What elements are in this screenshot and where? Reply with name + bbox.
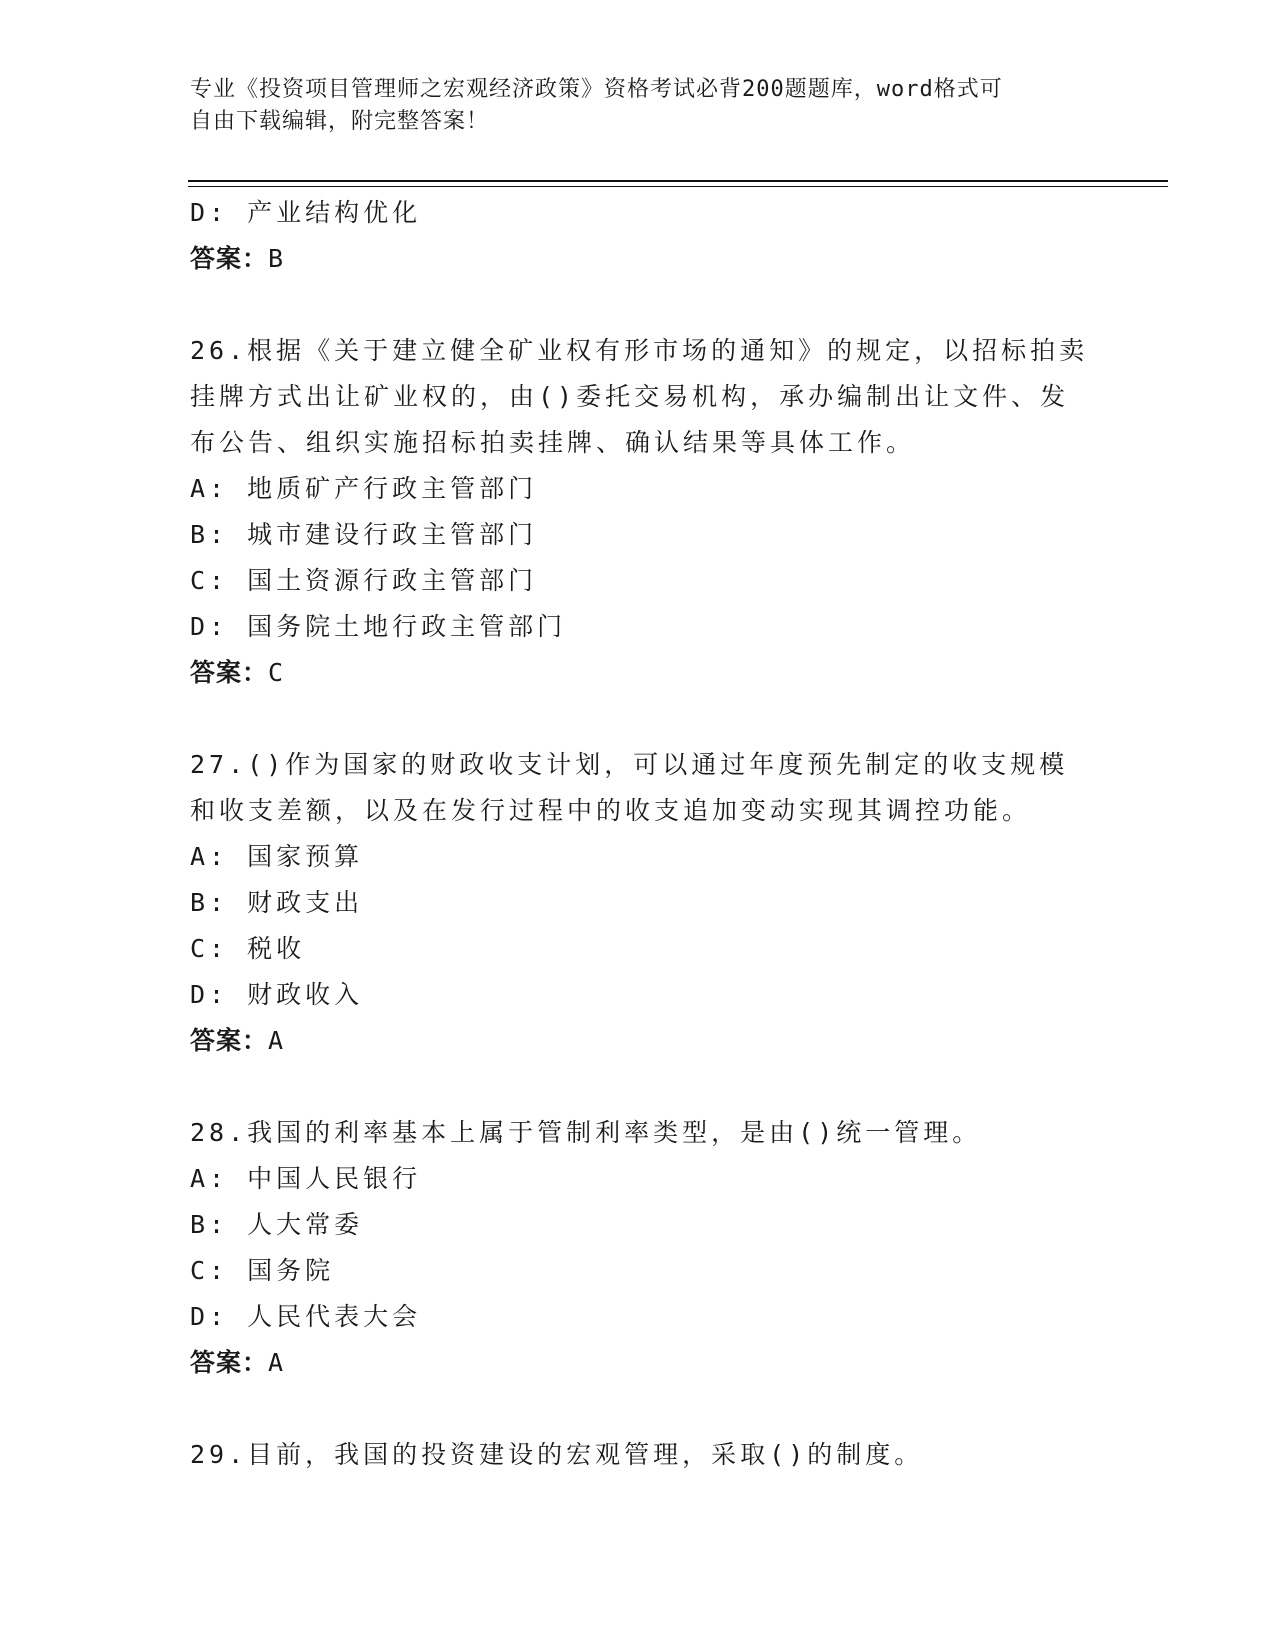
question-text: 28.我国的利率基本上属于管制利率类型，是由()统一管理。 bbox=[190, 1118, 982, 1147]
question-list bbox=[190, 190, 1090, 1478]
header-divider-thick bbox=[188, 180, 1168, 182]
option-c: C: 国务院 bbox=[190, 1256, 335, 1285]
option-d: D: 财政收入 bbox=[190, 980, 364, 1009]
option-c: C: 国土资源行政主管部门 bbox=[190, 566, 538, 595]
question-26 bbox=[190, 328, 1090, 696]
answer-label: 答案： bbox=[190, 244, 269, 273]
option-b: B: 财政支出 bbox=[190, 888, 364, 917]
spacer bbox=[190, 1064, 1090, 1110]
question-text: 27.()作为国家的财政收支计划，可以通过年度预先制定的收支规模和收支差额，以及在发行过程中的收支追加变动实现其调控功能。 bbox=[190, 750, 1069, 825]
prev-answer bbox=[190, 236, 1090, 282]
option-a: A: 国家预算 bbox=[190, 842, 364, 871]
spacer bbox=[190, 1386, 1090, 1432]
header-divider-thin bbox=[188, 186, 1168, 187]
option-d: D: 国务院土地行政主管部门 bbox=[190, 612, 567, 641]
answer-value: C bbox=[268, 658, 285, 687]
answer-value: B bbox=[268, 244, 285, 273]
answer-label: 答案： bbox=[190, 658, 269, 687]
option-d: D: 人民代表大会 bbox=[190, 1302, 422, 1331]
answer bbox=[190, 1018, 1090, 1064]
question-text: 26.根据《关于建立健全矿业权有形市场的通知》的规定，以招标拍卖挂牌方式出让矿业权的，由()委托交易机构，承办编制出让文件、发布公告、组织实施招标拍卖挂牌、确认结果等具体工作。 bbox=[190, 336, 1089, 457]
header-line-2: 自由下载编辑，附完整答案！ bbox=[190, 109, 490, 134]
option-b: B: 人大常委 bbox=[190, 1210, 364, 1239]
question-27 bbox=[190, 742, 1090, 1064]
option-c: C: 税收 bbox=[190, 934, 306, 963]
answer-label: 答案： bbox=[190, 1348, 269, 1377]
spacer bbox=[190, 282, 1090, 328]
question-text: 29.目前，我国的投资建设的宏观管理，采取()的制度。 bbox=[190, 1440, 924, 1469]
answer-value: A bbox=[268, 1026, 285, 1055]
document-header bbox=[190, 74, 1090, 138]
question-28 bbox=[190, 1110, 1090, 1386]
option-b: B: 城市建设行政主管部门 bbox=[190, 520, 538, 549]
answer-label: 答案： bbox=[190, 1026, 269, 1055]
option-a: A: 中国人民银行 bbox=[190, 1164, 422, 1193]
prev-option-d: D: 产业结构优化 bbox=[190, 198, 422, 227]
option-a: A: 地质矿产行政主管部门 bbox=[190, 474, 538, 503]
header-line-1: 专业《投资项目管理师之宏观经济政策》资格考试必背200题题库，word格式可 bbox=[190, 77, 1003, 102]
question-29 bbox=[190, 1432, 1090, 1478]
spacer bbox=[190, 696, 1090, 742]
answer-value: A bbox=[268, 1348, 285, 1377]
answer bbox=[190, 1340, 1090, 1386]
answer bbox=[190, 650, 1090, 696]
